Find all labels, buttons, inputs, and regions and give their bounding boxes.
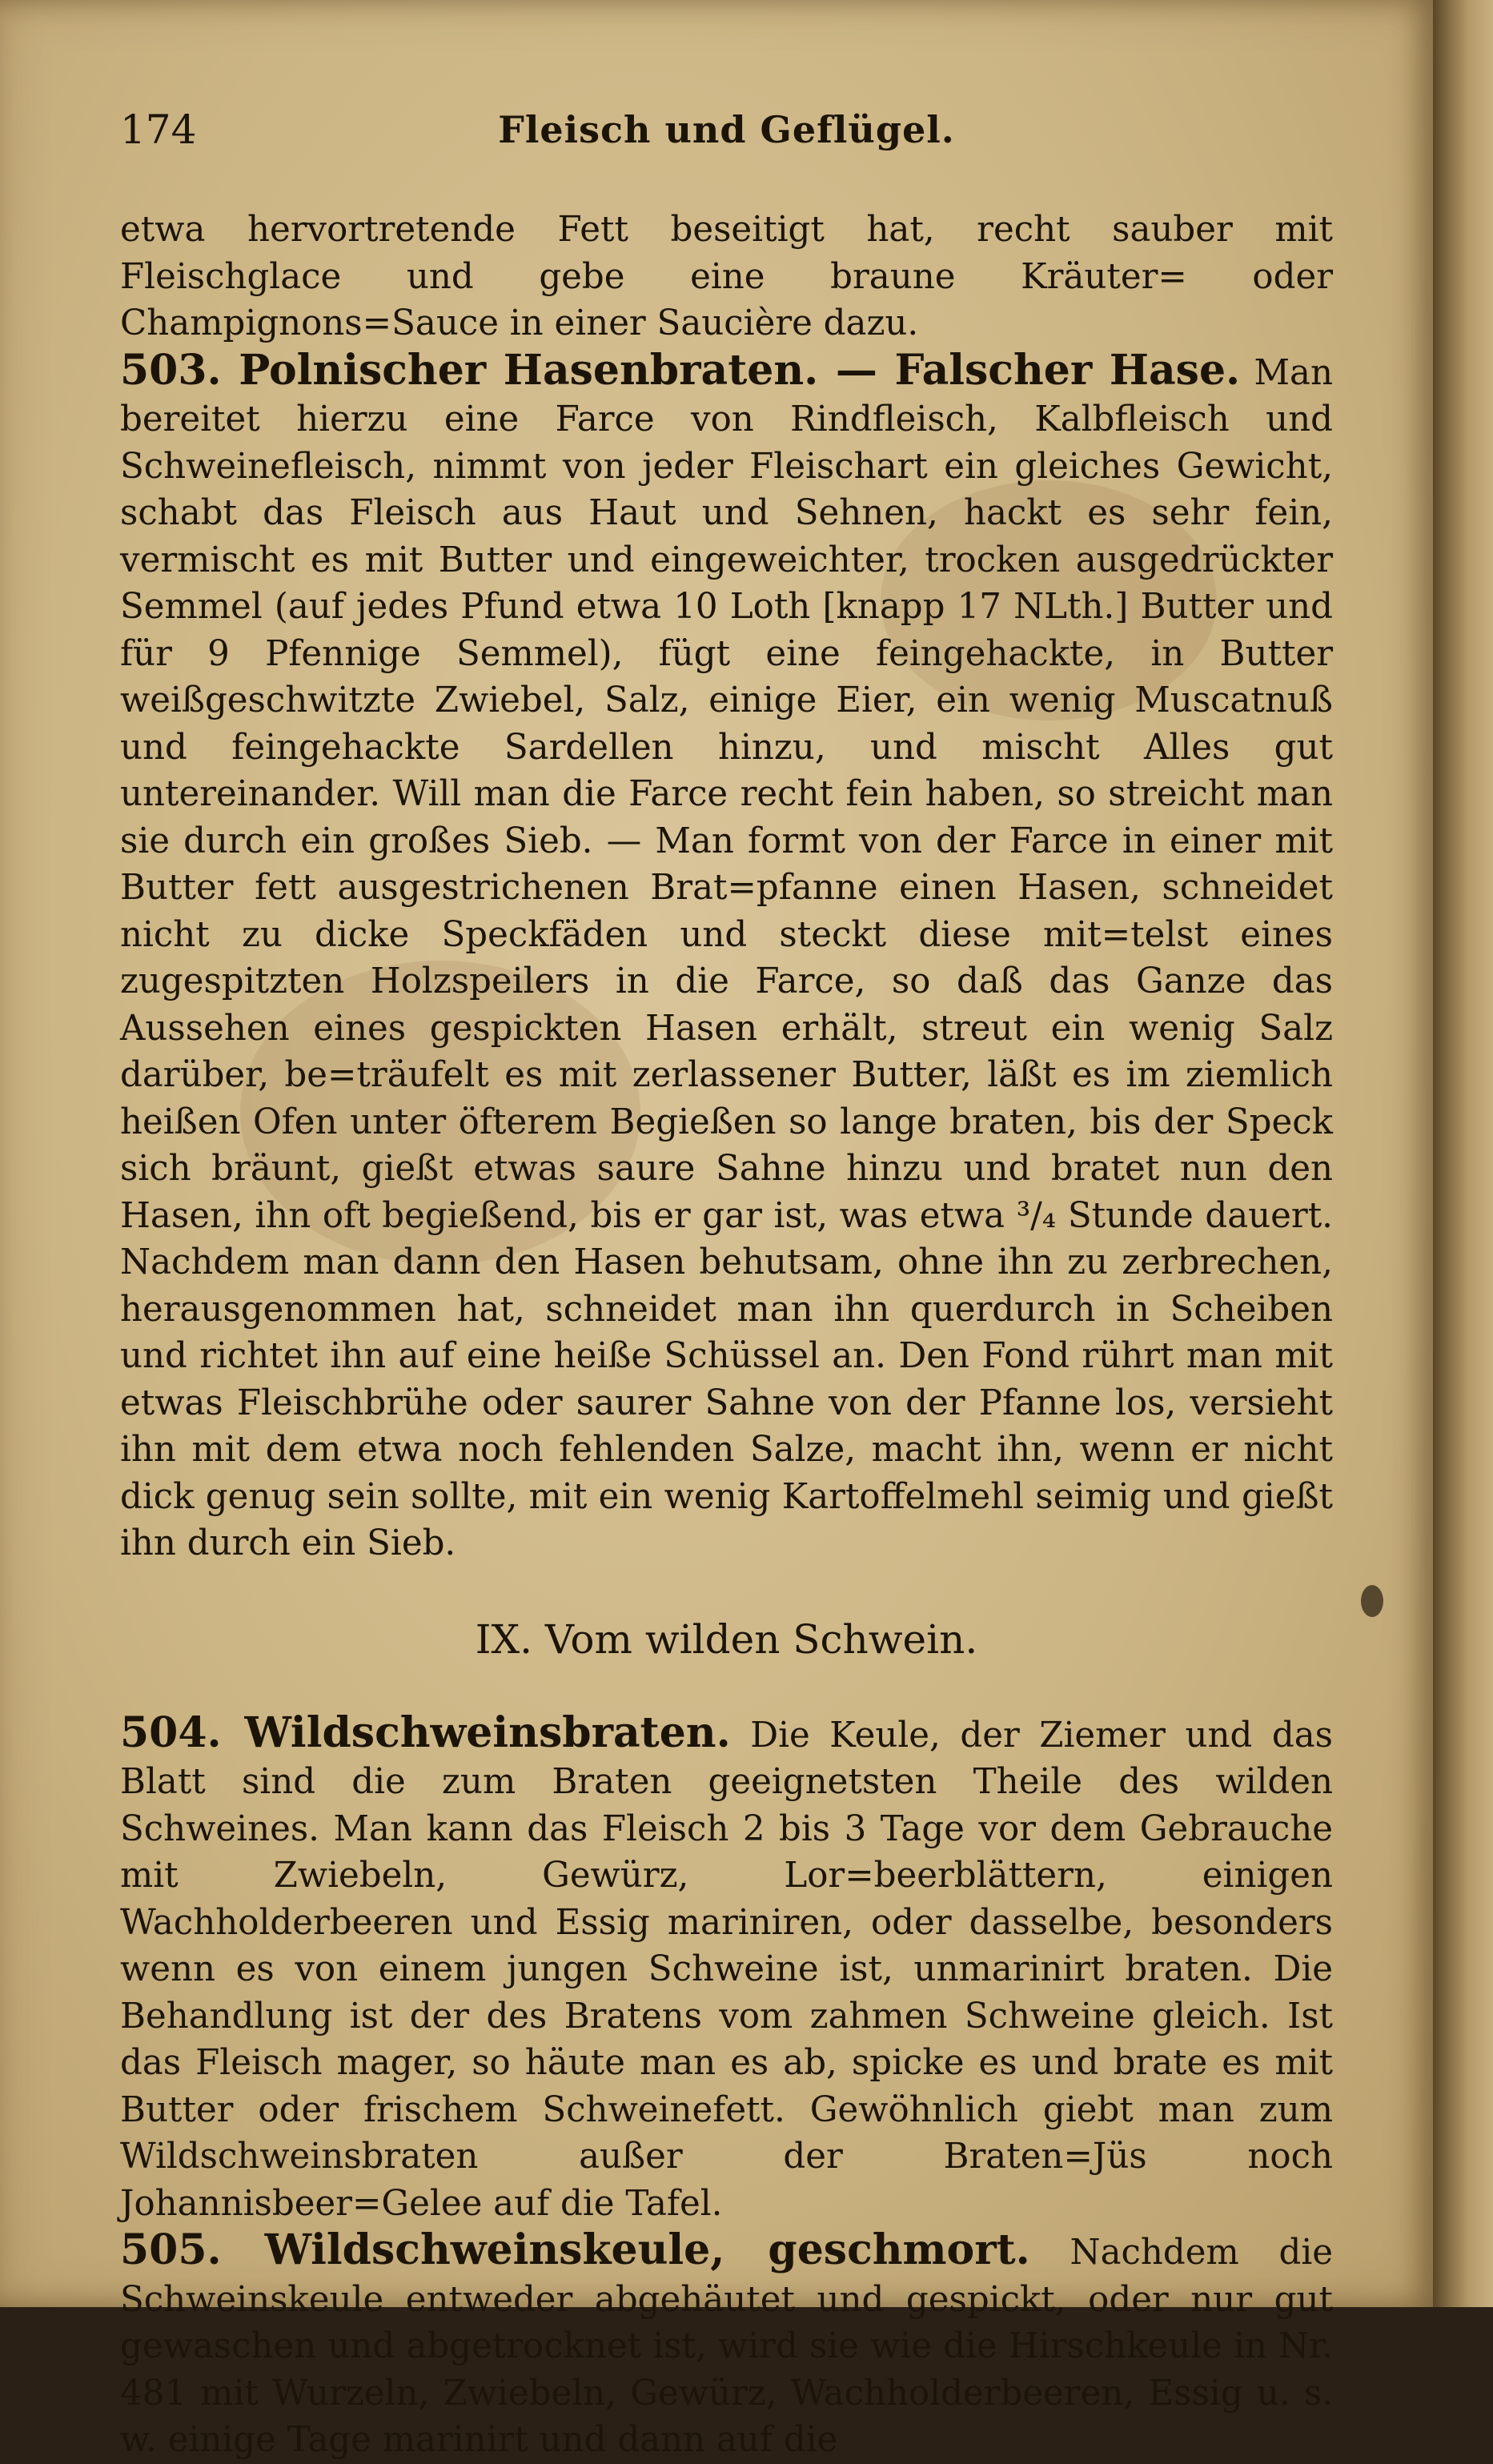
page-edge [1433,0,1493,2307]
recipe-504 [120,1710,1333,2228]
recipe-503-text: Man bereitet hierzu eine Farce von Rindfleisch, Kalbfleisch und Schweinefleisch, nimmt von jeder Fleischart ein gleiches Gewicht, schabt das Fleisch aus Haut und Sehnen, hackt es sehr fein, vermischt es mit Butter und eingeweichter, trocken ausgedrückter Semmel (auf jedes Pfund etwa 10 Loth [knapp 17 NLth.] Butter und für 9 Pfennige Semmel), fügt eine feingehackte, in Butter weißgeschwitzte Zwiebel, Salz, einige Eier, ein wenig Muscatnuß und feingehackte Sardellen hinzu, und mischt Alles gut untereinander. Will man die Farce recht fein haben, so streicht man sie durch ein großes Sieb. — Man formt von der Farce in einer mit Butter fett ausgestrichenen Brat=pfanne einen Hasen, schneidet nicht zu dicke Speckfäden und steckt diese mit=telst eines zugespitzten Holzspeilers in die Farce, so daß das Ganze das Aussehen eines gespickten Hasen erhält, streut ein wenig Salz darüber, be=träufelt es mit zerlassener Butter, läßt es im ziemlich heißen Ofen unter öfterem Begießen so lange braten, bis der Speck sich bräunt, gießt etwas saure Sahne hinzu und bratet nun den Hasen, ihn oft begießend, bis er gar ist, was etwa ³/₄ Stunde dauert. Nachdem man dann den Hasen behutsam, ohne ihn zu zerbrechen, herausgenommen hat, schneidet man ihn querdurch in Scheiben und richtet ihn auf eine heiße Schüssel an. Den Fond rührt man mit etwas Fleischbrühe oder saurer Sahne von der Pfanne los, versieht ihn mit dem etwa noch fehlenden Salze, macht ihn, wenn er nicht dick genug sein sollte, mit ein wenig Kartoffelmehl seimig und gießt ihn durch ein Sieb. [120,352,1333,1563]
recipe-505-heading: 505. Wildschweinskeule, geschmort. [120,2225,1030,2274]
paragraph-text: etwa hervortretende Fett beseitigt hat, recht sauber mit Fleischglace und gebe eine braune Kräuter= oder Champignons=Sauce in einer Saucière dazu. [120,210,1333,343]
continuation-paragraph [120,207,1333,347]
recipe-503 [120,347,1333,1567]
paper-stain [1361,1585,1383,1617]
recipe-505 [120,2227,1333,2464]
recipe-505-text: Nachdem die Schweinskeule entweder abgehäutet und gespickt, oder nur gut gewaschen und abgetrocknet ist, wird sie wie die Hirschkeule in Nr. 481 mit Wurzeln, Zwiebeln, Gewürz, Wachholderbeeren, Essig u. s. w. einige Tage marinirt und dann auf die [120,2233,1333,2460]
recipe-503-heading: 503. Polnischer Hasenbraten. — Falscher Hase. [120,345,1241,395]
section-heading: IX. Vom wilden Schwein. [475,1615,978,1663]
page-number: 174 [120,106,197,153]
page-header [120,106,1333,154]
recipe-504-heading: 504. Wildschweinsbraten. [120,1708,731,1757]
recipe-504-text: Die Keule, der Ziemer und das Blatt sind die zum Braten geeignetsten Theile des wilden Schweines. Man kann das Fleisch 2 bis 3 Tage vor dem Gebrauche mit Zwiebeln, Gewürz, Lor=beerblättern, einigen Wachholderbeeren und Essig mariniren, oder dasselbe, besonders wenn es von einem jungen Schweine ist, unmarinirt braten. Die Behandlung ist der des Bratens vom zahmen Schweine gleich. Ist das Fleisch mager, so häute man es ab, spicke es und brate es mit Butter oder frischem Schweinefett. Gewöhnlich giebt man zum Wildschweinsbraten außer der Braten=Jüs noch Johannisbeer=Gelee auf die Tafel. [120,1715,1333,2224]
running-title: Fleisch und Geflügel. [498,108,955,151]
page-body [120,207,1333,2464]
